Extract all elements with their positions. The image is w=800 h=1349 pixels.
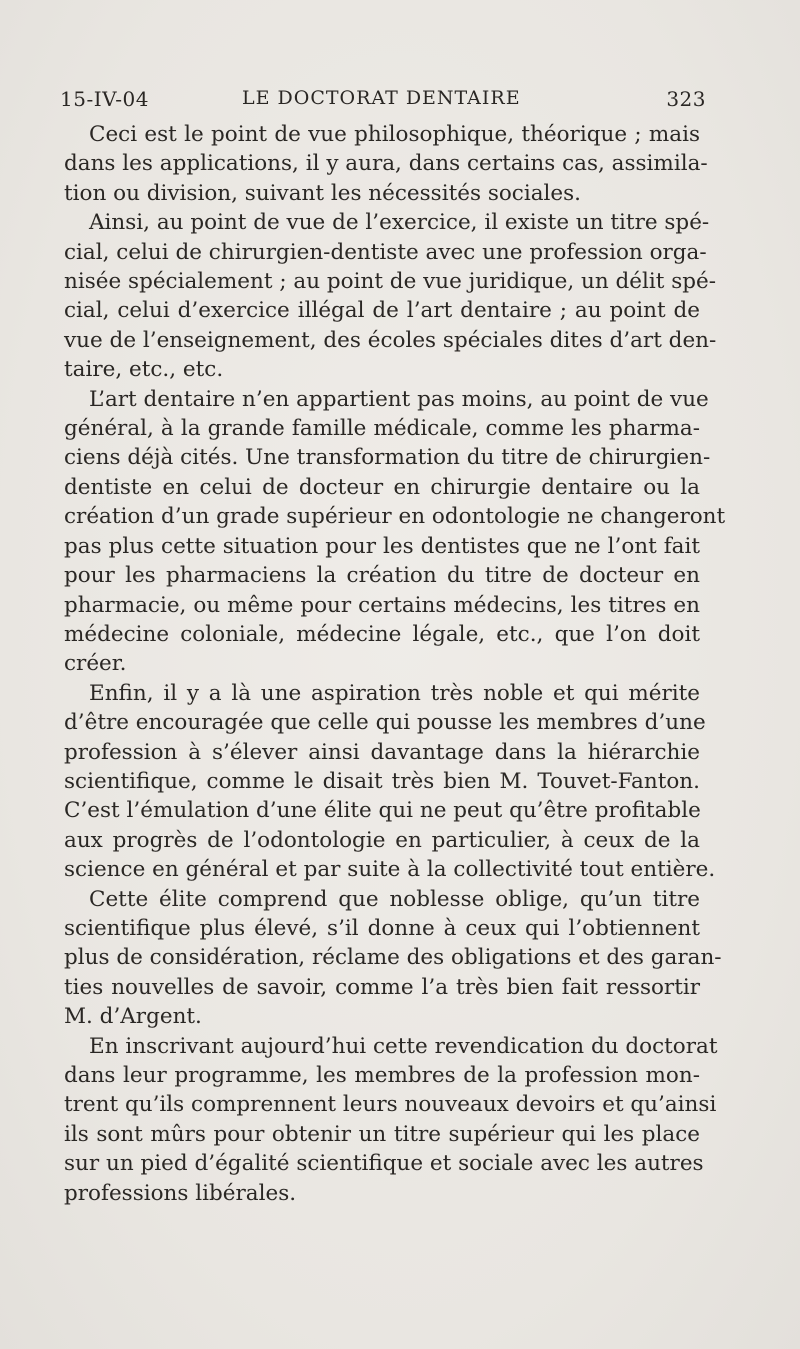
- text-line: cial, celui de chirurgien-dentiste avec une profession orga-: [64, 239, 707, 265]
- text-line: Cette élite comprend que noblesse oblige, qu’un titre: [89, 886, 700, 912]
- text-line: professions libérales.: [64, 1180, 297, 1206]
- text-line: création d’un grade supérieur en odontologie ne changeront: [64, 504, 726, 530]
- text-line: profession à s’élever ainsi davantage dans la hiérarchie: [64, 739, 700, 765]
- text-line: pour les pharmaciens la création du titre de docteur en: [64, 563, 700, 589]
- text-line: Ceci est le point de vue philosophique, théorique ; mais: [89, 122, 700, 147]
- running-header: [60, 87, 706, 117]
- text-line: créer.: [64, 651, 127, 677]
- text-line: dans les applications, il y aura, dans certains cas, assimila-: [64, 151, 708, 177]
- text-line: cial, celui d’exercice illégal de l’art dentaire ; au point de: [64, 298, 700, 324]
- text-line: médecine coloniale, médecine légale, etc., que l’on doit: [64, 621, 700, 647]
- text-line: aux progrès de l’odontologie en particulier, à ceux de la: [64, 827, 700, 853]
- text-line: ties nouvelles de savoir, comme l’a très bien fait ressortir: [64, 974, 700, 1000]
- text-line: trent qu’ils comprennent leurs nouveaux devoirs et qu’ainsi: [64, 1092, 717, 1118]
- text-line: tion ou division, suivant les nécessités sociales.: [64, 180, 581, 206]
- text-line: scientifique plus élevé, s’il donne à ceux qui l’obtiennent: [64, 915, 700, 941]
- text-line: d’être encouragée que celle qui pousse les membres d’une: [64, 710, 706, 736]
- header-title: LE DOCTORAT DENTAIRE: [242, 87, 521, 109]
- text-line: sur un pied d’égalité scientifique et sociale avec les autres: [64, 1151, 704, 1177]
- text-line: pharmacie, ou même pour certains médecins, les titres en: [64, 592, 700, 618]
- text-line: science en général et par suite à la collectivité tout entière.: [64, 857, 716, 883]
- header-date: 15-IV-04: [60, 87, 149, 111]
- text-line: L’art dentaire n’en appartient pas moins, au point de vue: [89, 386, 709, 412]
- text-line: ils sont mûrs pour obtenir un titre supérieur qui les place: [64, 1121, 700, 1147]
- text-line: nisée spécialement ; au point de vue juridique, un délit spé-: [64, 269, 717, 295]
- text-line: dentiste en celui de docteur en chirurgie dentaire ou la: [64, 474, 700, 500]
- text-line: dans leur programme, les membres de la profession mon-: [64, 1063, 700, 1088]
- text-line: M. d’Argent.: [64, 1004, 202, 1030]
- page-number: 323: [666, 87, 706, 111]
- body-text: [64, 120, 726, 1208]
- text-line: Ainsi, au point de vue de l’exercice, il existe un titre spé-: [89, 210, 710, 236]
- text-line: Enfin, il y a là une aspiration très noble et qui mérite: [89, 680, 700, 706]
- text-line: pas plus cette situation pour les dentistes que ne l’ont fait: [64, 533, 700, 559]
- text-line: général, à la grande famille médicale, comme les pharma-: [64, 416, 700, 442]
- text-line: vue de l’enseignement, des écoles spéciales dites d’art den-: [64, 327, 717, 353]
- text-line: C’est l’émulation d’une élite qui ne peut qu’être profitable: [64, 798, 701, 824]
- text-line: plus de considération, réclame des obligations et des garan-: [64, 945, 722, 971]
- text-line: scientifique, comme le disait très bien M. Touvet-Fanton.: [64, 768, 700, 794]
- text-line: ciens déjà cités. Une transformation du titre de chirurgien-: [64, 445, 711, 471]
- text-line: En inscrivant aujourd’hui cette revendication du doctorat: [89, 1033, 718, 1059]
- text-line: taire, etc., etc.: [64, 357, 224, 383]
